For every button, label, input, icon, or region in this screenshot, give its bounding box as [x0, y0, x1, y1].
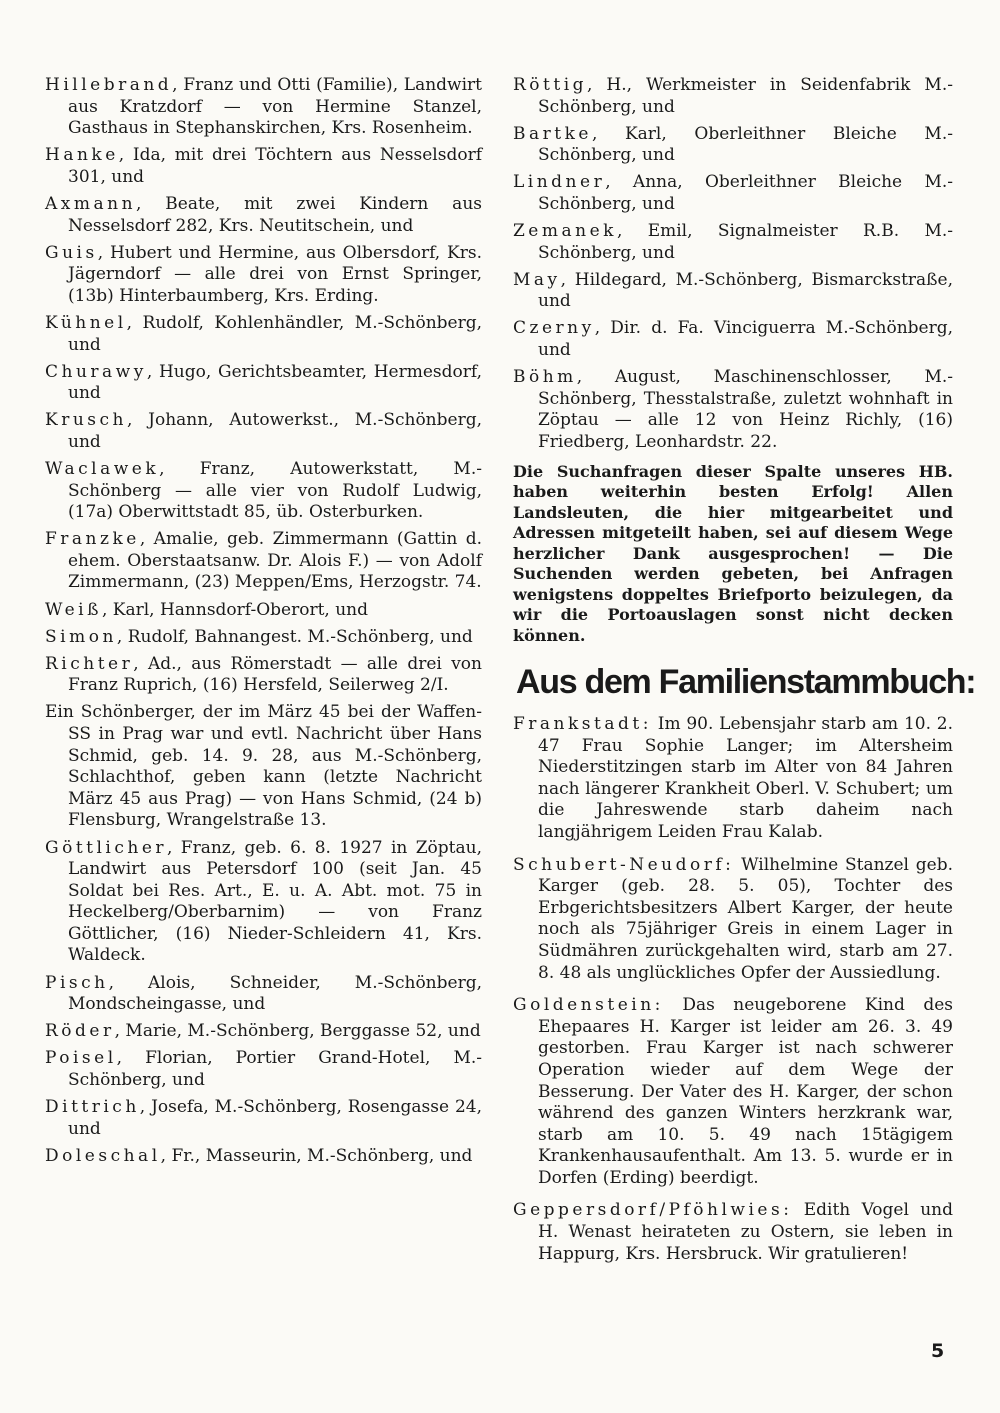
family-entry-text: Edith Vogel und H. Wenast heirateten zu Ostern, sie leben in Happurg, Krs. Hersbruck. Wir gratulieren! [538, 1200, 953, 1264]
search-entry [45, 627, 482, 649]
entry-text: , Florian, Portier Grand-Hotel, M.-Schönberg, und [68, 1048, 482, 1090]
search-entry [513, 318, 953, 361]
search-entry [45, 145, 482, 188]
search-entry [513, 124, 953, 167]
entry-text: , Emil, Signalmeister R.B. M.-Schönberg, und [538, 221, 953, 263]
entry-name: Guis [45, 242, 98, 263]
entry-name: Waclawek [45, 459, 160, 479]
entry-name: Weiß [45, 599, 102, 620]
entry-text: Ein Schönberger, der im März 45 bei der Waffen-SS in Prag war und evtl. Nachricht über Hans Schmid, geb. 14. 9. 28, aus M.-Schönberg, Schlachthof, geben kann (letzte Nachricht März 45 aus Prag) — von Hans Schmid, (24 b) Flensburg, Wrangelstraße 13. [45, 702, 482, 831]
entry-name: Zemanek [513, 221, 617, 242]
family-entry-text: Das neugeborene Kind des Ehepaares H. Karger ist leider am 26. 3. 49 gestorben. Frau Karger ist nach schwerer Operation wieder auf dem Wege der Besserung. Der Vater des H. Karger, der schon während des ganzen Winters herzkrank war, starb am 10. 5. 49 nach 15tägigem Krankenhausaufenthalt. Am 13. 5. wurde er in Dorfen (Erding) beerdigt. [538, 995, 953, 1188]
right-column [513, 75, 976, 1276]
search-entry [513, 221, 953, 264]
entry-name: Simon [45, 626, 117, 647]
entry-text: , Franz, Autowerkstatt, M.-Schönberg — alle vier von Rudolf Ludwig, (17a) Oberwittstadt 85, üb. Osterburken. [68, 459, 482, 523]
search-entry [45, 75, 482, 140]
entry-name: Bartke [513, 123, 592, 144]
entry-text: , Alois, Schneider, M.-Schönberg, Mondscheingasse, und [68, 972, 482, 1015]
entry-text: , Josefa, M.-Schönberg, Rosengasse 24, und [68, 1097, 482, 1139]
entry-text: , Hugo, Gerichtsbeamter, Hermesdorf, und [68, 361, 482, 404]
search-entry [45, 459, 482, 524]
entry-name: Röder [45, 1021, 115, 1042]
search-entry [513, 270, 953, 313]
entry-name: Czerny [513, 318, 595, 339]
search-entry [45, 410, 482, 453]
entry-text: , Karl, Oberleithner Bleiche M.-Schönberg, und [538, 123, 953, 166]
family-entry [513, 855, 953, 985]
section-heading: Aus dem Familienstammbuch: [516, 663, 976, 701]
search-entry [45, 838, 482, 968]
entry-text: , Rudolf, Bahnangest. M.-Schönberg, und [116, 626, 473, 647]
entry-name: Doleschal [45, 1145, 161, 1166]
entry-text: , Hildegard, M.-Schönberg, Bismarckstraße, und [538, 269, 953, 312]
entry-text: , Amalie, geb. Zimmermann (Gattin d. ehem. Oberstaatsanw. Dr. Alois F.) — von Adolf Zimmermann, (23) Meppen/Ems, Herzogstr. 74. [68, 529, 482, 593]
entry-name: Göttlicher [45, 837, 168, 858]
entry-text: , Karl, Hannsdorf-Oberort, und [101, 599, 369, 620]
entry-name: Böhm [513, 367, 577, 388]
search-entry [45, 1048, 482, 1091]
entry-text: , Hubert und Hermine, aus Olbersdorf, Krs. Jägerndorf — alle drei von Ernst Springer, (13b) Hinterbaumberg, Krs. Erding. [68, 242, 482, 306]
entry-name: Franzke [45, 529, 140, 550]
entry-name: Richter [45, 653, 134, 674]
entry-text: , Dir. d. Fa. Vinciguerra M.-Schönberg, und [538, 318, 953, 361]
left-column [45, 75, 482, 1173]
entry-text: , August, Maschinenschlosser, M.-Schönberg, Thesstalstraße, zuletzt wohnhaft in Zöptau — alle 12 von Heinz Richly, (16) Friedberg, Leonhardstr. 22. [538, 367, 953, 452]
entry-text: , Franz und Otti (Familie), Landwirt aus Kratzdorf — von Hermine Stanzel, Gasthaus in Stephanskirchen, Krs. Rosenheim. [68, 75, 482, 139]
family-entry [513, 995, 953, 1189]
entry-text: , Ida, mit drei Töchtern aus Nesselsdorf 301, und [68, 145, 482, 187]
page-number: 5 [931, 1340, 945, 1362]
search-entry [45, 529, 482, 594]
search-entry [45, 194, 482, 237]
family-entry [513, 1200, 953, 1265]
entry-name: Krusch [45, 410, 127, 431]
entry-name: May [513, 269, 561, 290]
entry-name: Röttig [513, 75, 588, 95]
search-entry [45, 243, 482, 308]
entry-text: , H., Werkmeister in Seidenfabrik M.-Schönberg, und [538, 75, 953, 117]
search-entry [513, 75, 953, 118]
entry-text: , Beate, mit zwei Kindern aus Nesselsdorf 282, Krs. Neutitschein, und [68, 193, 482, 236]
entry-name: Hanke [45, 145, 119, 166]
entry-text: , Rudolf, Kohlenhändler, M.-Schönberg, und [68, 312, 482, 355]
entry-name: Lindner [513, 172, 606, 193]
entry-text: , Johann, Autowerkst., M.-Schönberg, und [68, 410, 482, 452]
family-entry-place: Goldenstein: [513, 995, 664, 1016]
search-entry [45, 362, 482, 405]
entry-name: Churawy [45, 361, 147, 382]
search-entry [45, 702, 482, 832]
entry-name: Dittrich [45, 1097, 140, 1118]
entry-text: , Ad., aus Römerstadt — alle drei von Franz Ruprich, (16) Hersfeld, Seilerweg 2/I. [68, 653, 482, 696]
entry-text: , Anna, Oberleithner Bleiche M.-Schönberg, und [538, 172, 953, 214]
entry-name: Axmann [45, 193, 137, 214]
search-entry [513, 172, 953, 215]
search-entry [45, 600, 482, 622]
entry-text: , Franz, geb. 6. 8. 1927 in Zöptau, Landwirt aus Petersdorf 100 (seit Jan. 45 Soldat bei Res. Art., E. u. A. Abt. mot. 75 in Heckelberg/Oberbarnim) — von Franz Göttlicher, (16) Nieder-Schleidern 41, Krs. Waldeck. [68, 837, 482, 966]
search-entry [45, 1021, 482, 1043]
entry-name: Kühnel [45, 312, 127, 333]
search-entry [45, 973, 482, 1016]
search-entry [45, 654, 482, 697]
family-entry-text: Wilhelmine Stanzel geb. Karger (geb. 28. 5. 05), Tochter des Erbgerichtsbesitzers Albert Karger, der heute noch als 75jähriger Greis in einem Lager in Südmähren zurückgehalten wird, starb am 27. 8. 48 als unglückliches Opfer der Aussiedlung. [538, 854, 953, 983]
search-entry [45, 1097, 482, 1140]
search-entry [45, 1146, 482, 1168]
family-entry-place: Frankstadt: [513, 714, 652, 734]
search-entry [513, 367, 953, 453]
family-entry-text: Im 90. Lebensjahr starb am 10. 2. 47 Frau Sophie Langer; im Altersheim Niederstitzingen starb im Alter von 84 Jahren nach längerer Krankheit Oberl. V. Schubert; um die Jahreswende starb daheim nach langjährigem Leiden Frau Kalab. [538, 714, 953, 842]
family-entry-place: Schubert-Neudorf: [513, 854, 735, 875]
family-entry-place: Geppersdorf/Pföhlwies: [513, 1200, 793, 1221]
entry-name: Pisch [45, 972, 109, 993]
entry-text: , Fr., Masseurin, M.-Schönberg, und [160, 1145, 473, 1166]
search-entry [45, 313, 482, 356]
editorial-notice: Die Suchanfragen dieser Spalte unseres HB. haben weiterhin besten Erfolg! Allen Landsleuten, die hier mitgearbeitet und Adressen mitgeteilt haben, sei auf diesem Wege herzlicher Dank ausgesprochen! — Die Suchenden werden gebeten, bei Anfragen wenigstens doppeltes Briefporto beizulegen, da wir die Portoauslagen sonst nicht decken können. [513, 461, 953, 645]
entry-name: Hillebrand [45, 75, 173, 95]
entry-name: Poisel [45, 1048, 117, 1069]
family-entry [513, 714, 953, 844]
entry-text: , Marie, M.-Schönberg, Berggasse 52, und [114, 1021, 481, 1042]
